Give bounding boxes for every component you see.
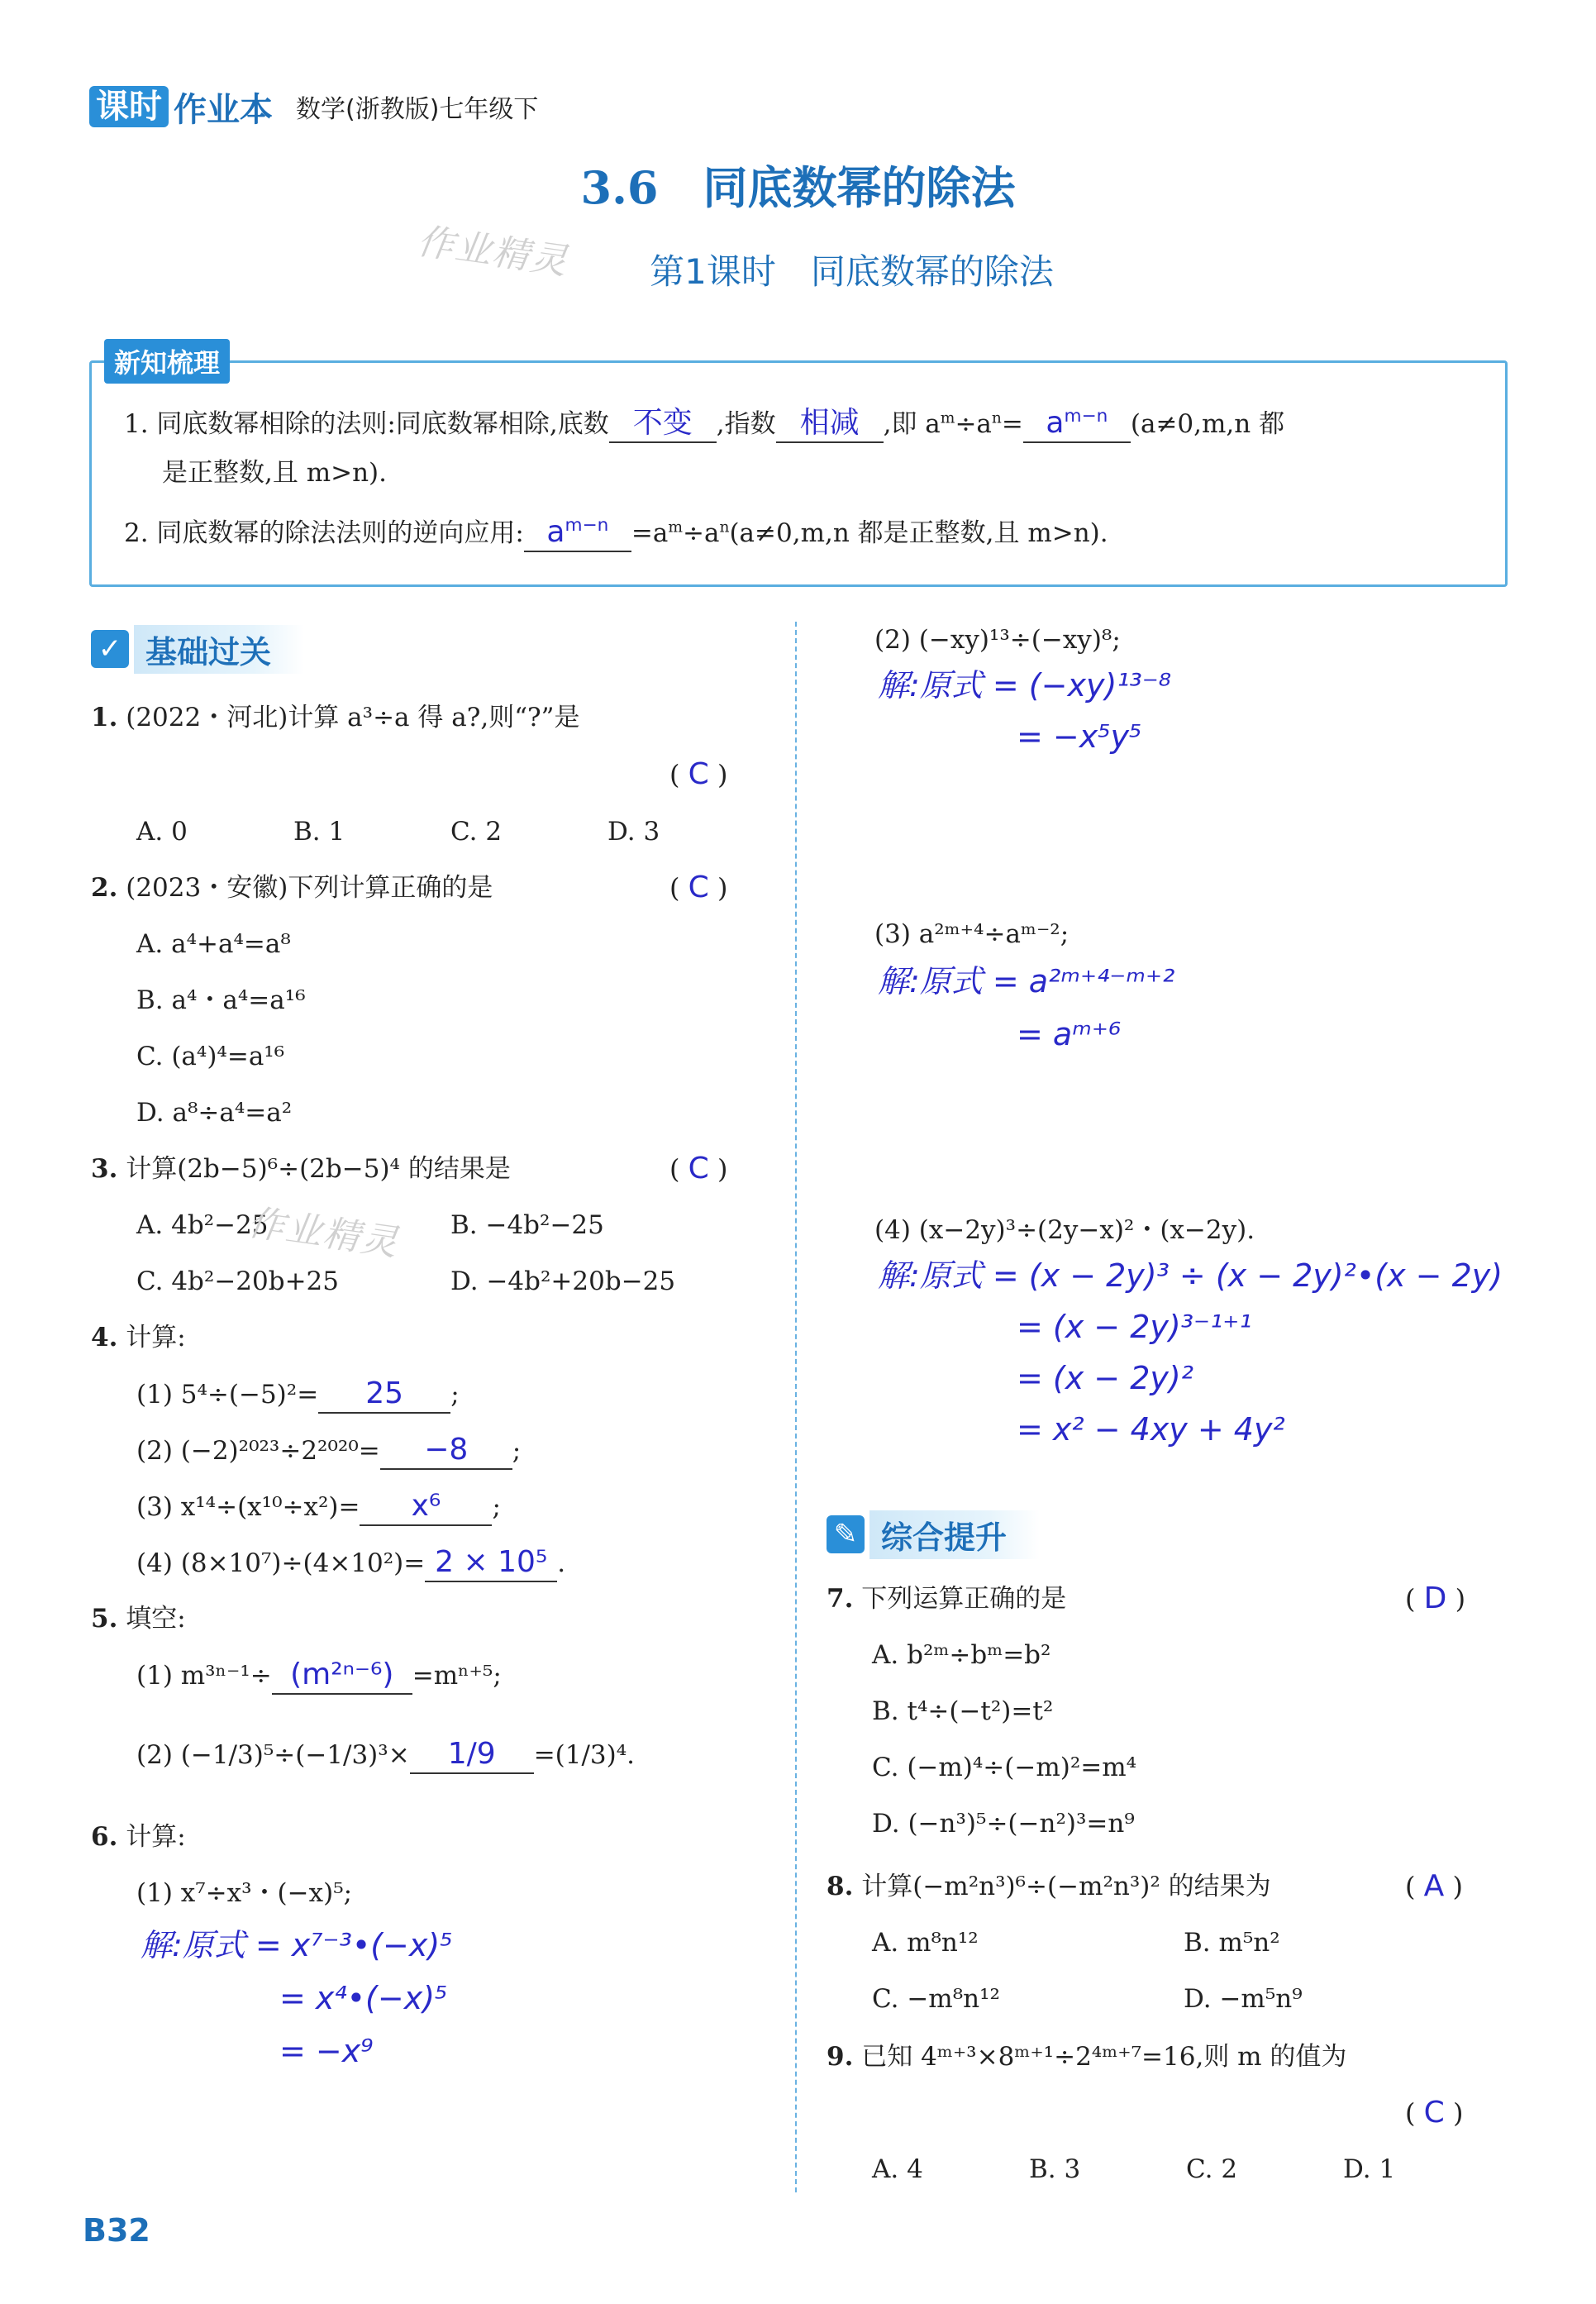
q2-number: 2.: [91, 873, 118, 903]
q6-part-4-step-3: = (x − 2y)²: [1017, 1360, 1193, 1396]
q6-part-3-step-2: = aᵐ⁺⁶: [1017, 1016, 1122, 1052]
q3-option-a: A. 4b²−25: [136, 1210, 269, 1240]
knowledge-line-1b: 是正整数,且 m>n).: [162, 458, 387, 488]
q6-stem: [91, 1819, 186, 1855]
blank-result: [1023, 398, 1131, 443]
q7-answer: D: [1423, 1581, 1447, 1615]
q2-option-c: C. (a⁴)⁴=a¹⁶: [136, 1042, 285, 1071]
q5-item-1: [136, 1657, 502, 1695]
q5-stem: [91, 1600, 186, 1637]
rule-text: ,即 a: [883, 409, 941, 439]
q1-option-b: B. 1: [293, 817, 345, 847]
q4-item-4-text: (4) (8×10⁷)÷(4×10²)=: [136, 1548, 426, 1578]
blank-inverse: [524, 508, 631, 552]
q3-option-d: D. −4b²+20b−25: [450, 1266, 676, 1296]
q6-part-3-question: (3) a²ᵐ⁺⁴÷aᵐ⁻²;: [874, 919, 1070, 949]
q9-number: 9.: [827, 2042, 854, 2072]
q4-item-1-end: ;: [450, 1380, 460, 1410]
q1-answer-slot: ( C ): [669, 757, 728, 791]
q9-answer: C: [1423, 2096, 1445, 2130]
q3-text: 计算(2b−5)⁶÷(2b−5)⁴ 的结果是: [126, 1154, 511, 1184]
q4-item-4-end: .: [557, 1548, 566, 1578]
rule-text: =a: [631, 518, 669, 548]
q2-stem: [91, 870, 493, 906]
q6-part-1-step-1: 解:原式 = x⁷⁻³•(−x)⁵: [141, 1927, 453, 1963]
q4-item-1: [136, 1376, 460, 1414]
q7-option-c: C. (−m)⁴÷(−m)²=m⁴: [872, 1753, 1137, 1782]
q8-option-b: B. m⁵n²: [1184, 1928, 1280, 1958]
q1-text: (2022・河北)计算 a³÷a 得 a?,则“?”是: [126, 703, 580, 732]
q7-option-a: A. b²ᵐ÷bᵐ=b²: [872, 1640, 1051, 1670]
q4-item-2-end: ;: [512, 1436, 522, 1466]
q7-text: 下列运算正确的是: [861, 1584, 1067, 1614]
q9-option-d: D. 1: [1343, 2154, 1396, 2184]
q5-item-1-end: =mⁿ⁺⁵;: [412, 1661, 502, 1691]
q8-option-d: D. −m⁵n⁹: [1184, 1984, 1303, 2014]
q9-option-b: B. 3: [1029, 2154, 1081, 2184]
header: [89, 86, 538, 127]
q1-answer: C: [688, 757, 709, 791]
q4-stem: [91, 1319, 186, 1356]
q9-option-a: A. 4: [872, 2154, 923, 2184]
q6-number: 6.: [91, 1822, 118, 1852]
q6-part-2-question: (2) (−xy)¹³÷(−xy)⁸;: [874, 625, 1121, 655]
q5-text: 填空:: [126, 1604, 186, 1634]
column-divider: [795, 622, 797, 2192]
q4-item-3-text: (3) x¹⁴÷(x¹⁰÷x²)=: [136, 1492, 360, 1522]
q6-part-2-step-2: = −x⁵y⁵: [1017, 718, 1142, 755]
q8-stem: [827, 1868, 1271, 1905]
q9-option-c: C. 2: [1186, 2154, 1238, 2184]
q3-stem: [91, 1151, 511, 1187]
lesson-subtitle: 第1课时 同底数幂的除法: [650, 251, 1054, 292]
checkbox-icon: ✓: [91, 630, 129, 668]
q6-part-1-step-2: = x⁴•(−x)⁵: [279, 1980, 448, 2016]
blank-inverse-base: a: [546, 515, 565, 549]
section-basic-title: 基础过关: [134, 625, 304, 674]
rule-text: ÷a: [955, 409, 992, 439]
pencil-icon: ✎: [827, 1515, 865, 1553]
q4-item-1-answer: 25: [318, 1376, 450, 1414]
q2-text: (2023・安徽)下列计算正确的是: [126, 873, 493, 903]
q2-option-b: B. a⁴・a⁴=a¹⁶: [136, 985, 306, 1015]
logo-badge: 课时: [89, 86, 169, 127]
q8-text: 计算(−m²n³)⁶÷(−m²n³)² 的结果为: [861, 1872, 1271, 1901]
section-advanced-title: 综合提升: [869, 1510, 1040, 1559]
knowledge-line-1: 1. 同底数幂相除的法则:同底数幂相除,底数 不变 ,指数 相减 ,即 $a^m\div a^n= a^{m-n}$ (a≠0,m,n 都: [124, 398, 1284, 443]
q6-text: 计算:: [126, 1822, 186, 1852]
q1-stem: [91, 699, 580, 736]
q2-option-a: A. a⁴+a⁴=a⁸: [136, 929, 291, 959]
q2-answer-slot: ( C ): [669, 871, 728, 904]
rule-text: =: [1001, 409, 1023, 439]
q2-option-d: D. a⁸÷a⁴=a²: [136, 1098, 293, 1128]
q2-answer: C: [688, 871, 709, 904]
q5-item-1-text: (1) m³ⁿ⁻¹÷: [136, 1661, 272, 1691]
q8-option-c: C. −m⁸n¹²: [872, 1984, 1000, 2014]
q5-item-2: [136, 1736, 635, 1774]
q8-option-a: A. m⁸n¹²: [872, 1928, 979, 1958]
rule-text: 2. 同底数幂的除法法则的逆向应用:: [124, 518, 524, 548]
q7-option-b: B. t⁴÷(−t²)=t²: [872, 1696, 1054, 1726]
q3-option-c: C. 4b²−20b+25: [136, 1266, 340, 1296]
blank-result-base: a: [1046, 406, 1065, 440]
q4-item-4-answer: 2 × 10⁵: [425, 1544, 557, 1582]
q4-item-3-end: ;: [492, 1492, 501, 1522]
q8-answer: A: [1423, 1869, 1445, 1903]
rule-text: ,指数: [716, 409, 776, 439]
blank-inverse-exp: m−n: [565, 515, 609, 536]
watermark: 作业精灵: [414, 220, 572, 284]
q6-part-2-step-1: 解:原式 = (−xy)¹³⁻⁸: [878, 667, 1172, 704]
q4-item-4: [136, 1544, 565, 1582]
knowledge-tag: 新知梳理: [104, 339, 230, 384]
q7-stem: [827, 1581, 1066, 1617]
q1-option-c: C. 2: [450, 817, 503, 847]
q9-answer-slot: ( C ): [1405, 2096, 1464, 2130]
q4-item-2-text: (2) (−2)²⁰²³÷2²⁰²⁰=: [136, 1436, 380, 1466]
rule-text: (a≠0,m,n 都是正整数,且 m>n).: [729, 518, 1108, 548]
q1-option-d: D. 3: [607, 817, 660, 847]
q7-option-d: D. (−n³)⁵÷(−n²)³=n⁹: [872, 1809, 1135, 1839]
q7-answer-slot: ( D ): [1405, 1581, 1466, 1615]
q8-number: 8.: [827, 1872, 854, 1901]
q4-number: 4.: [91, 1323, 118, 1352]
q1-option-a: A. 0: [136, 817, 188, 847]
logo-text: 作业本: [174, 90, 273, 129]
section-advanced: [827, 1510, 1040, 1559]
q4-item-3: [136, 1488, 501, 1526]
blank-base: 不变: [609, 405, 717, 443]
q6-part-1-question: (1) x⁷÷x³・(−x)⁵;: [136, 1878, 353, 1908]
q4-item-2: [136, 1432, 521, 1470]
q3-answer-slot: ( C ): [669, 1152, 728, 1185]
q6-part-3-step-1: 解:原式 = a²ᵐ⁺⁴⁻ᵐ⁺²: [878, 963, 1175, 999]
page-title: 3.6 同底数幂的除法: [580, 161, 1016, 214]
q6-part-4-step-2: = (x − 2y)³⁻¹⁺¹: [1017, 1309, 1252, 1345]
rule-text: (a≠0,m,n 都: [1130, 409, 1285, 439]
q6-part-4-step-4: = x² − 4xy + 4y²: [1017, 1411, 1285, 1448]
q5-number: 5.: [91, 1604, 118, 1634]
q3-number: 3.: [91, 1154, 118, 1184]
q6-part-1-step-3: = −x⁹: [279, 2033, 374, 2069]
q1-number: 1.: [91, 703, 118, 732]
watermark-2: 作业精灵: [245, 1201, 403, 1265]
q6-part-4-step-1: 解:原式 = (x − 2y)³ ÷ (x − 2y)²•(x − 2y): [878, 1257, 1503, 1294]
q9-stem: [827, 2039, 1346, 2075]
q5-item-2-text: (2) (−1/3)⁵÷(−1/3)³×: [136, 1740, 410, 1770]
q7-number: 7.: [827, 1584, 854, 1614]
rule-text: 1. 同底数幂相除的法则:同底数幂相除,底数: [124, 409, 609, 439]
q3-answer: C: [688, 1152, 709, 1185]
q8-answer-slot: ( A ): [1405, 1869, 1463, 1903]
q4-text: 计算:: [126, 1323, 186, 1352]
q5-item-2-end: =(1/3)⁴.: [533, 1740, 636, 1770]
blank-result-exp: m−n: [1064, 406, 1108, 427]
q4-item-2-answer: −8: [380, 1432, 512, 1470]
q6-part-4-question: (4) (x−2y)³÷(2y−x)²・(x−2y).: [874, 1215, 1255, 1245]
q4-item-1-text: (1) 5⁴÷(−5)²=: [136, 1380, 319, 1410]
rule-text: ÷a: [682, 518, 720, 548]
q4-item-3-answer: x⁶: [360, 1488, 492, 1526]
page-number: B32: [83, 2212, 150, 2249]
q5-item-1-answer: (m²ⁿ⁻⁶): [272, 1657, 412, 1695]
knowledge-line-2: 2. 同底数幂的除法法则的逆向应用: $a^{m-n} =a^m\div a^n(a\ne 0,m,n$ 都是正整数,且 m>n).: [124, 508, 1108, 552]
section-basic: [91, 624, 304, 674]
q5-item-2-answer: 1/9: [410, 1736, 534, 1774]
subject-label: 数学(浙教版)七年级下: [296, 95, 539, 124]
blank-exponent: 相减: [776, 405, 884, 443]
q3-option-b: B. −4b²−25: [450, 1210, 604, 1240]
q9-text: 已知 4ᵐ⁺³×8ᵐ⁺¹÷2⁴ᵐ⁺⁷=16,则 m 的值为: [861, 2042, 1347, 2072]
